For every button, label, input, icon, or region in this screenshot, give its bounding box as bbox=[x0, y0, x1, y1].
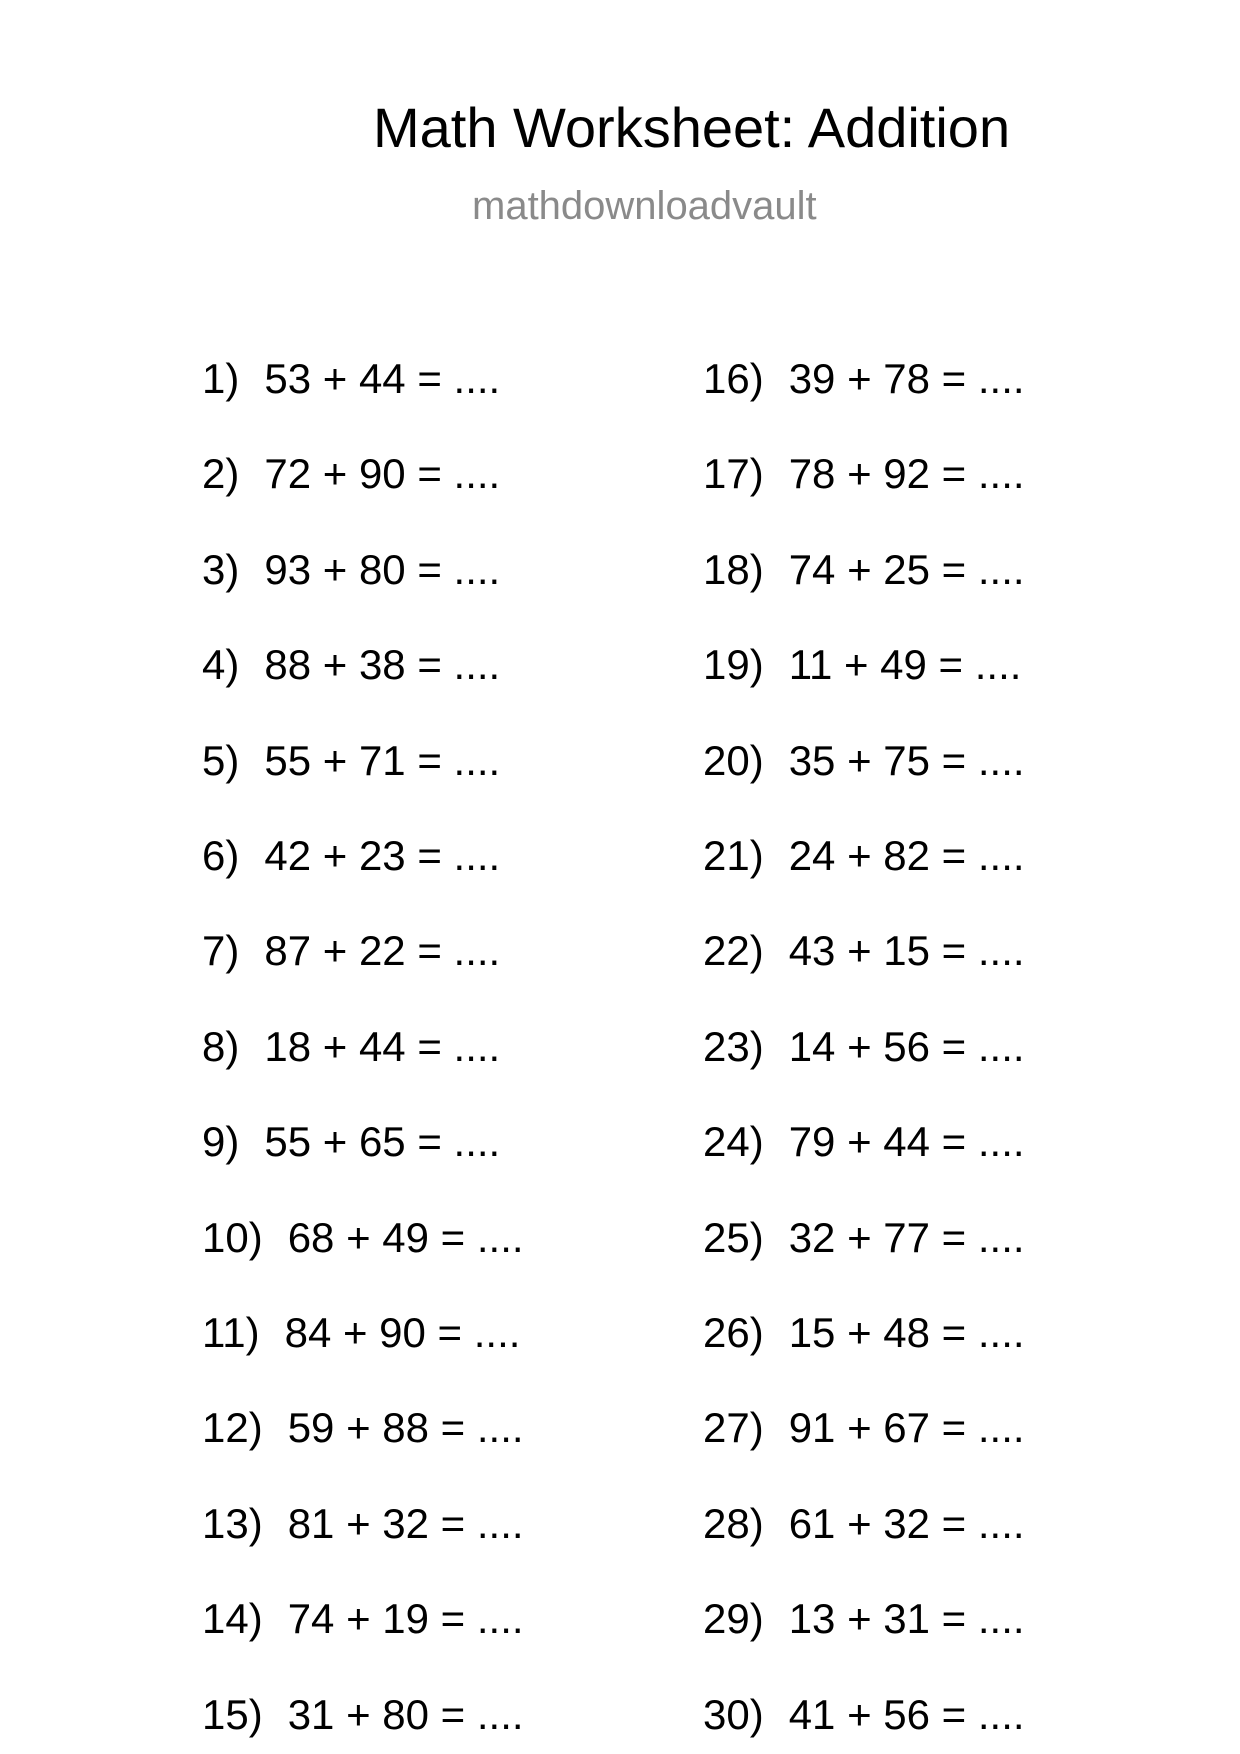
problem-item bbox=[703, 737, 1025, 785]
problem-item bbox=[202, 546, 500, 594]
problem-item bbox=[202, 450, 500, 498]
problem-item bbox=[703, 1595, 1025, 1643]
problem-expression: 55 + 65 = .... bbox=[264, 1118, 501, 1166]
problem-number: 10) bbox=[202, 1213, 263, 1261]
problem-expression: 43 + 15 = .... bbox=[788, 927, 1025, 975]
problem-expression: 55 + 71 = .... bbox=[264, 736, 501, 784]
problem-number: 23) bbox=[703, 1022, 764, 1070]
problem-number: 11) bbox=[202, 1309, 260, 1356]
problem-expression: 93 + 80 = .... bbox=[264, 545, 501, 593]
problem-item bbox=[202, 1118, 500, 1166]
problem-expression: 35 + 75 = .... bbox=[788, 736, 1025, 784]
problem-expression: 79 + 44 = .... bbox=[788, 1118, 1025, 1166]
problem-item bbox=[202, 1214, 524, 1262]
problem-expression: 78 + 92 = .... bbox=[788, 450, 1025, 498]
worksheet-title: Math Worksheet: Addition bbox=[373, 96, 1011, 159]
problem-item bbox=[202, 737, 500, 785]
problem-expression: 53 + 44 = .... bbox=[264, 355, 501, 402]
problem-item bbox=[703, 1404, 1025, 1452]
problem-number: 28) bbox=[703, 1499, 764, 1547]
problem-expression: 15 + 48 = .... bbox=[788, 1309, 1025, 1356]
problem-number: 2) bbox=[202, 450, 240, 498]
problem-item bbox=[703, 641, 1021, 689]
problem-number: 19) bbox=[703, 641, 764, 689]
problem-number: 14) bbox=[202, 1595, 263, 1643]
problem-item bbox=[202, 355, 500, 403]
problem-number: 22) bbox=[703, 927, 764, 975]
problem-item bbox=[703, 1500, 1025, 1548]
problem-item bbox=[703, 1214, 1025, 1262]
problem-item bbox=[202, 832, 500, 880]
problem-number: 16) bbox=[703, 355, 764, 402]
problem-expression: 18 + 44 = .... bbox=[264, 1022, 501, 1070]
problem-number: 24) bbox=[703, 1118, 764, 1166]
problem-number: 1) bbox=[202, 355, 240, 402]
problem-number: 8) bbox=[202, 1022, 240, 1070]
problem-expression: 81 + 32 = .... bbox=[287, 1499, 524, 1547]
problem-number: 29) bbox=[703, 1595, 764, 1643]
problem-item bbox=[202, 927, 500, 975]
problem-number: 15) bbox=[202, 1690, 263, 1738]
problem-item bbox=[202, 1404, 524, 1452]
problem-expression: 88 + 38 = .... bbox=[264, 641, 501, 689]
problem-item bbox=[202, 1595, 524, 1643]
problem-expression: 39 + 78 = .... bbox=[788, 355, 1025, 402]
problem-item bbox=[703, 1691, 1025, 1739]
problem-expression: 91 + 67 = .... bbox=[788, 1404, 1025, 1452]
problem-item bbox=[703, 1118, 1025, 1166]
problem-expression: 32 + 77 = .... bbox=[788, 1213, 1025, 1261]
problem-expression: 42 + 23 = .... bbox=[264, 832, 501, 879]
problem-item bbox=[202, 641, 500, 689]
problem-expression: 13 + 31 = .... bbox=[788, 1595, 1025, 1643]
problem-item bbox=[703, 450, 1025, 498]
problem-number: 9) bbox=[202, 1118, 240, 1166]
problem-number: 3) bbox=[202, 545, 240, 593]
problem-number: 18) bbox=[703, 545, 764, 593]
problem-number: 5) bbox=[202, 736, 240, 784]
problem-item bbox=[202, 1309, 520, 1357]
problem-expression: 41 + 56 = .... bbox=[788, 1690, 1025, 1738]
problem-item bbox=[202, 1500, 524, 1548]
problem-expression: 84 + 90 = .... bbox=[284, 1309, 521, 1356]
problem-expression: 59 + 88 = .... bbox=[287, 1404, 524, 1452]
problem-expression: 14 + 56 = .... bbox=[788, 1022, 1025, 1070]
worksheet-subtitle: mathdownloadvault bbox=[472, 184, 817, 228]
problem-number: 12) bbox=[202, 1404, 263, 1452]
problem-number: 25) bbox=[703, 1213, 764, 1261]
problem-expression: 87 + 22 = .... bbox=[264, 927, 501, 975]
problem-number: 26) bbox=[703, 1309, 764, 1356]
problem-expression: 68 + 49 = .... bbox=[287, 1213, 524, 1261]
problem-number: 21) bbox=[703, 832, 764, 879]
problem-item bbox=[703, 832, 1025, 880]
problem-number: 30) bbox=[703, 1690, 764, 1738]
problem-number: 7) bbox=[202, 927, 240, 975]
problem-item bbox=[703, 355, 1025, 403]
problem-expression: 24 + 82 = .... bbox=[788, 832, 1025, 879]
problem-number: 20) bbox=[703, 736, 764, 784]
problem-number: 13) bbox=[202, 1499, 263, 1547]
problem-item bbox=[202, 1023, 500, 1071]
problem-item bbox=[202, 1691, 524, 1739]
problem-number: 17) bbox=[703, 450, 764, 498]
problem-expression: 72 + 90 = .... bbox=[264, 450, 501, 498]
problem-number: 6) bbox=[202, 832, 240, 879]
problem-item bbox=[703, 546, 1025, 594]
problem-expression: 11 + 49 = .... bbox=[788, 641, 1022, 689]
problem-item bbox=[703, 927, 1025, 975]
problem-number: 27) bbox=[703, 1404, 764, 1452]
problem-number: 4) bbox=[202, 641, 240, 689]
problem-expression: 61 + 32 = .... bbox=[788, 1499, 1025, 1547]
problem-expression: 74 + 25 = .... bbox=[788, 545, 1025, 593]
problem-item bbox=[703, 1023, 1025, 1071]
problem-item bbox=[703, 1309, 1025, 1357]
problem-expression: 74 + 19 = .... bbox=[287, 1595, 524, 1643]
problem-expression: 31 + 80 = .... bbox=[287, 1690, 524, 1738]
